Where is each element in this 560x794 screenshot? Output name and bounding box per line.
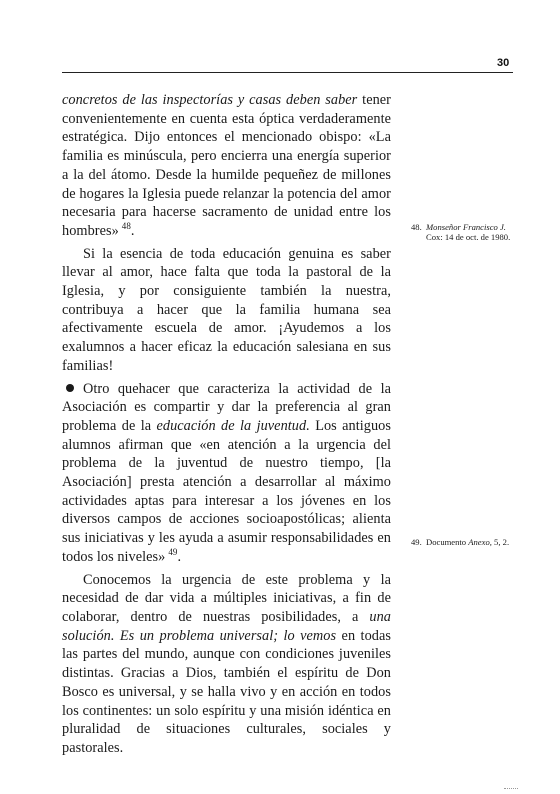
header-rule	[62, 72, 513, 73]
paragraph-4-text-b: en todas las partes del mundo, aunque con condiciones juveniles distintas. Gracias a Dios, también el espíritu de Don Bosco es universal, y se halla vivo y en acción en todos los continentes: un solo espíritu y una misión idéntica en pluralidad de situaciones culturales, sociales y pastorales.	[62, 627, 391, 756]
footnote-49-text-b: 5, 2.	[494, 537, 510, 547]
footnote-48	[411, 222, 515, 242]
paragraph-4-text-a: Conocemos la urgencia de este problema y la necesidad de dar vida a múltiples iniciativas, a fin de colaborar, dentro de nuestras posibilidades, a	[62, 571, 391, 625]
footnote-48-number: 48.	[411, 222, 422, 232]
paragraph-1	[62, 91, 391, 241]
footnote-ref-49: 49	[168, 546, 178, 557]
paragraph-2: Si la esencia de toda educación genuina es saber llevar al amor, hace falta que toda la pastoral de la Iglesia, y por consiguiente también la nuestra, contribuya a hacer que la familia humana sea afectivamente escuela de amor. ¡Ayudemos a los exalumnos a hacer eficaz la educación salesiana en sus familias!	[62, 245, 391, 374]
paragraph-3-italic: educación de la juventud.	[156, 417, 310, 434]
footnote-48-text: Cox: 14 de oct. de 1980.	[426, 232, 511, 243]
footnote-ref-48: 48	[121, 220, 131, 231]
paragraph-3-end: .	[177, 548, 182, 565]
bullet-icon	[66, 384, 74, 392]
footnote-49	[411, 537, 515, 547]
paragraph-4-italic: una solución. Es un problema universal; lo vemos	[62, 608, 392, 644]
paragraph-3	[62, 380, 391, 567]
page-number: 30	[497, 57, 510, 69]
footnote-49-italic: Anexo,	[468, 537, 492, 547]
paragraph-1-end: .	[130, 222, 135, 239]
footnote-48-italic: Monseñor Francisco J.	[426, 222, 506, 232]
paragraph-3-text-b: Los antiguos alumnos afirman que «en atención a la urgencia del problema de la juventud de nuestro tiempo, [la Asociación] presta atención a desarrollar al máximo actividades aptas para interesar a los jóvenes en los diversos campos de acciones socioapostólicas; alienta sus iniciativas y les ayuda a asumir responsabilidades en todos los niveles»	[62, 417, 391, 565]
main-text-column	[62, 91, 391, 758]
paragraph-4	[62, 571, 391, 758]
paragraph-3-text-a: Otro quehacer que caracteriza la actividad de la Asociación es compartir y dar la preferencia al gran problema de la	[62, 380, 391, 434]
footnote-49-number: 49.	[411, 537, 422, 547]
page-edge-mark	[504, 788, 518, 789]
paragraph-1-text: tener convenientemente en cuenta esta óptica verdaderamente estratégica. Dijo entonces el mencionado obispo: «La familia es minúscula, pero encierra una energía superior a la del átomo. Desde la humilde pequeñez de millones de hogares la Iglesia puede relanzar la potencia del amor necesaria para hacerse sacramento de unidad entre los hombres»	[62, 92, 391, 239]
paragraph-1-italic: concretos de las inspectorías y casas deben saber	[62, 92, 358, 108]
footnote-49-text-a: Documento	[426, 537, 467, 547]
